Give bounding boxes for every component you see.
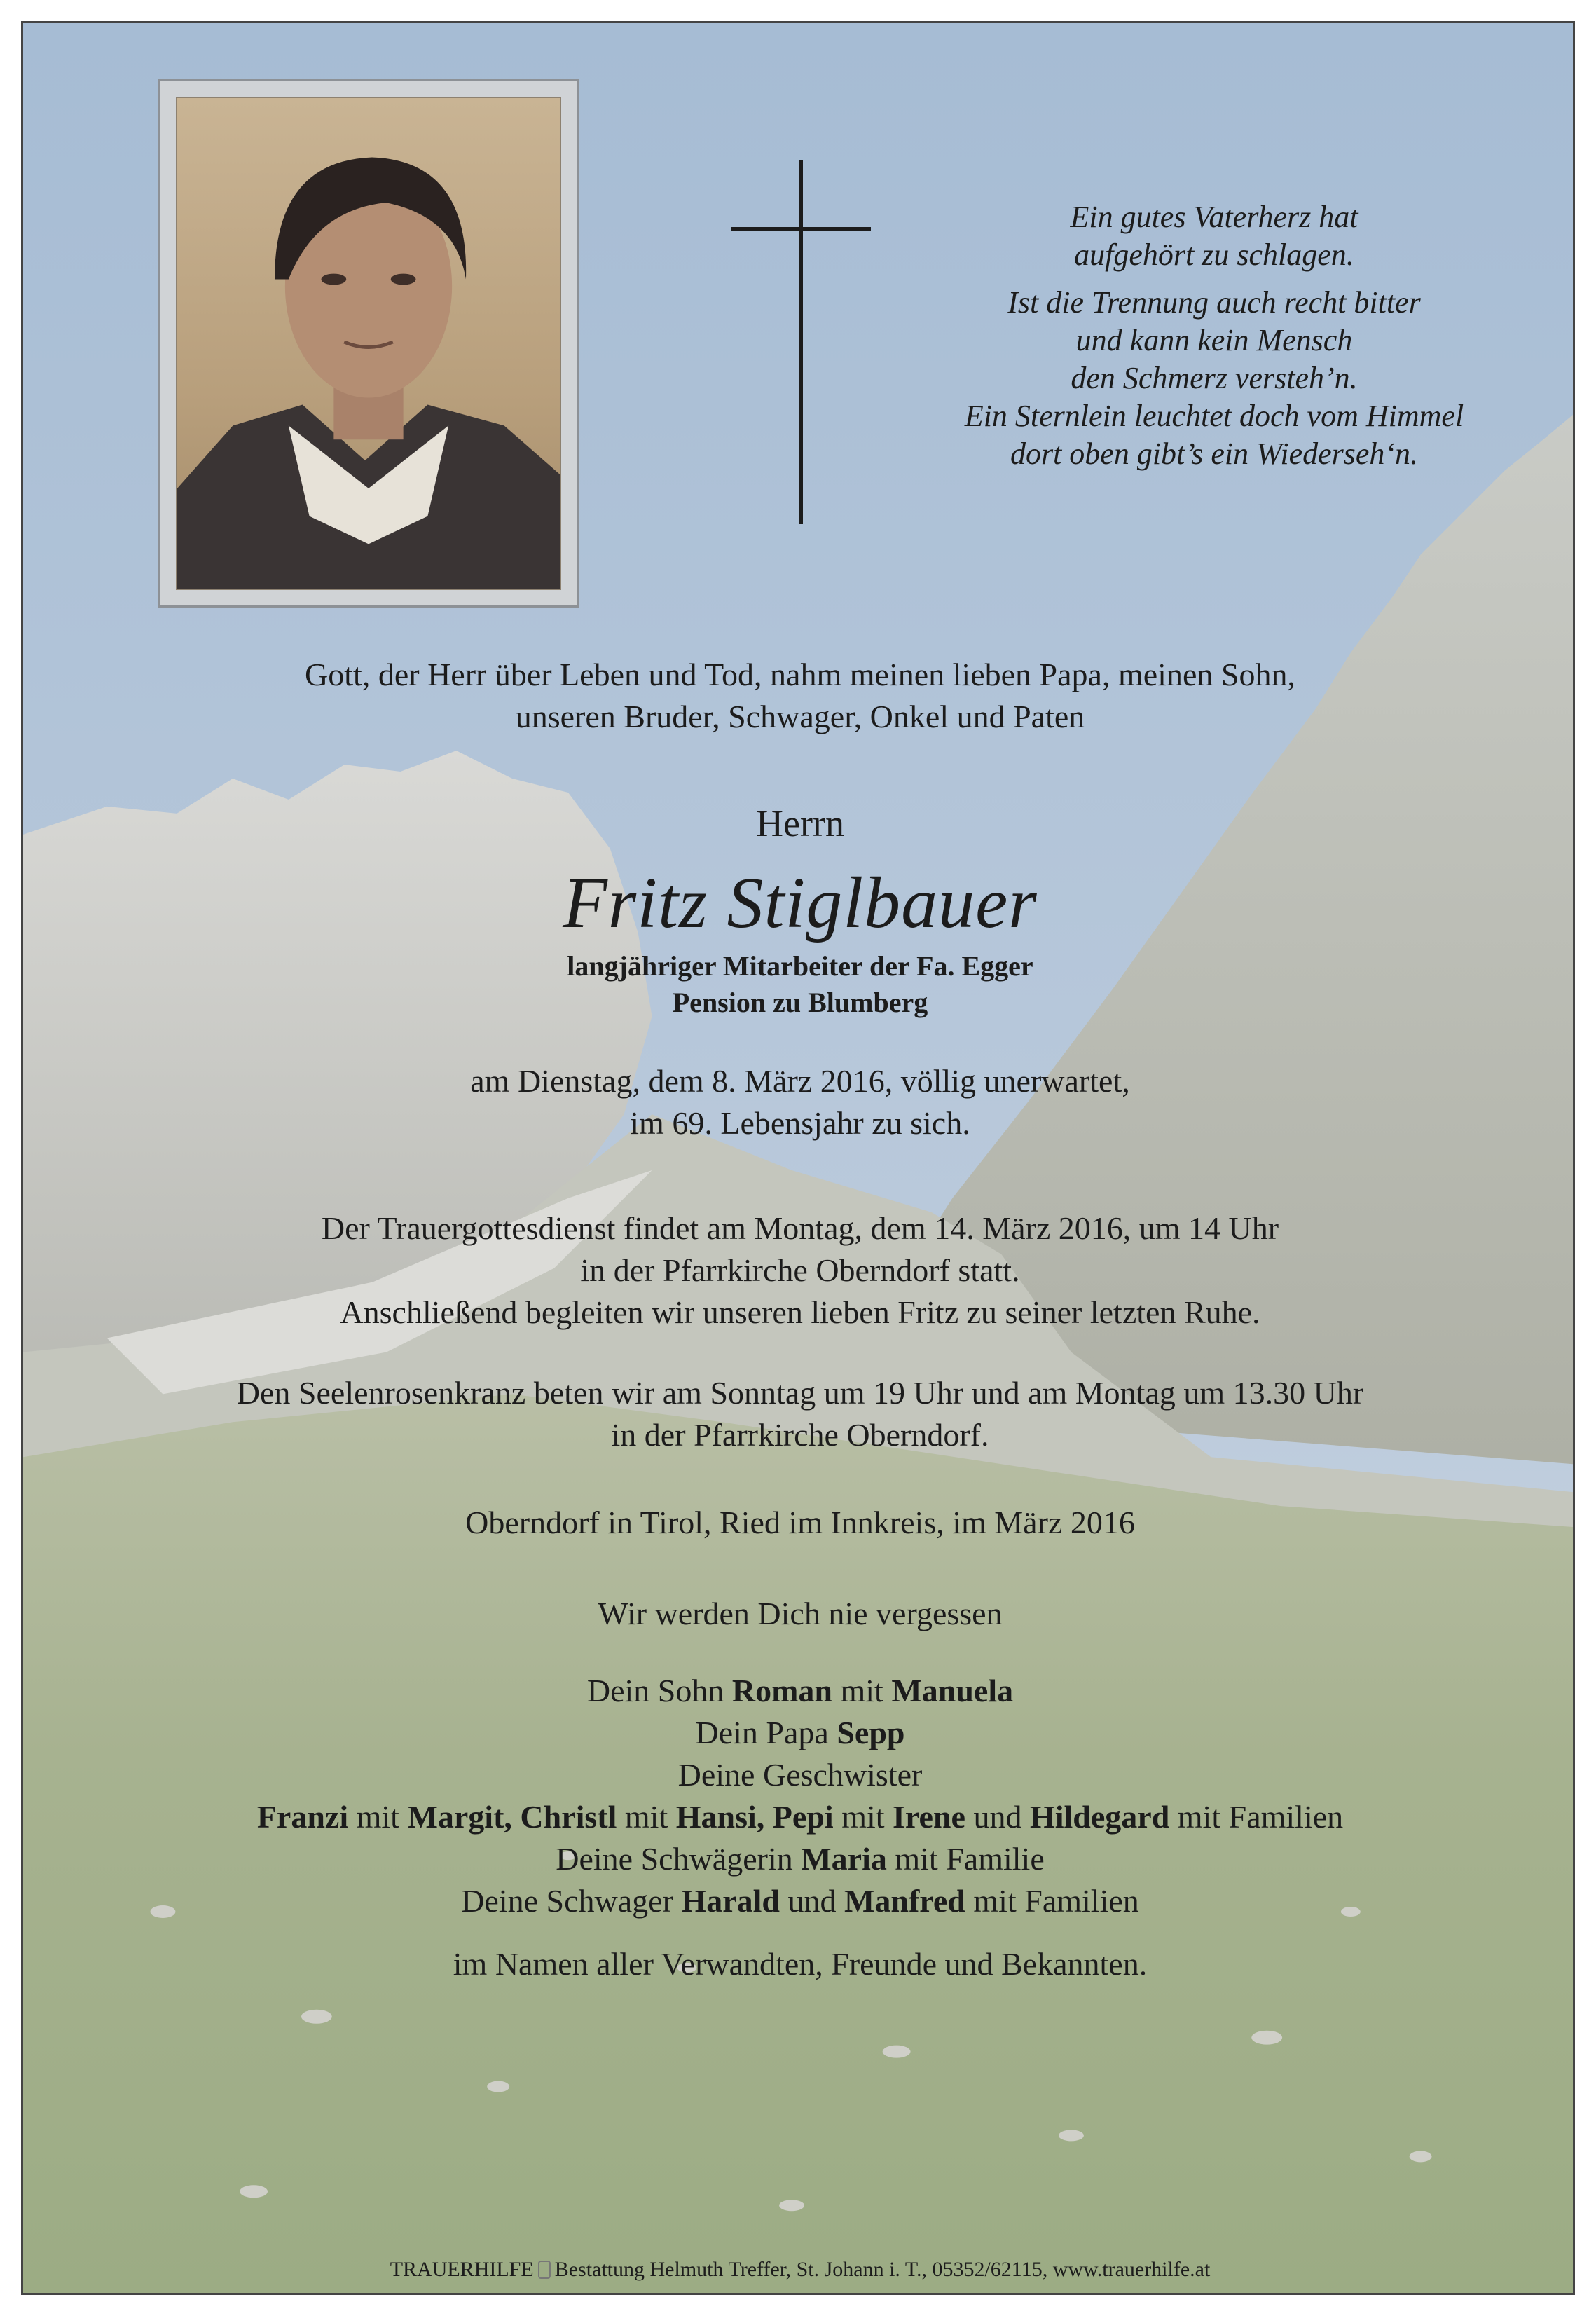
mourner-name: Maria bbox=[801, 1841, 887, 1877]
mourner-name: Franzi bbox=[256, 1799, 349, 1835]
subtitle-line: langjähriger Mitarbeiter der Fa. Egger bbox=[567, 950, 1033, 982]
poem-line: Ein Sternlein leuchtet doch vom Himmel bbox=[964, 399, 1464, 433]
portrait-frame bbox=[158, 79, 579, 608]
rosary-line: Den Seelenrosenkranz beten wir am Sonntag um 19 Uhr und am Montag um 13.30 Uhr bbox=[236, 1375, 1364, 1411]
funeral-line: Der Trauergottesdienst findet am Montag, dem 14. März 2016, um 14 Uhr bbox=[321, 1210, 1279, 1246]
mourner-text: mit bbox=[617, 1799, 676, 1835]
mourner-sister-in-law bbox=[23, 1838, 1575, 1880]
mourner-name: Manuela bbox=[891, 1673, 1014, 1708]
notice-line: am Dienstag, dem 8. März 2016, völlig unerwartet, bbox=[470, 1063, 1130, 1099]
obituary-card bbox=[21, 21, 1575, 2295]
mourner-siblings bbox=[23, 1796, 1575, 1838]
poem-line: dort oben gibt’s ein Wiederseh‘n. bbox=[1010, 437, 1419, 471]
rosary-info bbox=[23, 1372, 1575, 1456]
mourner-text: mit Familie bbox=[886, 1841, 1045, 1877]
poem-line: Ist die Trennung auch recht bitter bbox=[1007, 285, 1421, 320]
closing-line: im Namen aller Verwandten, Freunde und Bekannten. bbox=[453, 1946, 1148, 1982]
mourner-text: mit bbox=[348, 1799, 408, 1835]
mourner-text: Dein Sohn bbox=[586, 1673, 732, 1708]
trauerhilfe-logo-icon bbox=[538, 2261, 551, 2279]
mourner-name: Sepp bbox=[837, 1715, 905, 1750]
deceased-subtitle bbox=[23, 948, 1575, 1021]
deceased-name: Fritz Stiglbauer bbox=[563, 863, 1038, 943]
notice-line: im 69. Lebensjahr zu sich. bbox=[630, 1105, 970, 1141]
mourner-text: und bbox=[779, 1883, 844, 1919]
mourner-son bbox=[23, 1670, 1575, 1712]
death-notice bbox=[23, 1060, 1575, 1144]
mourner-text: mit Familien bbox=[1169, 1799, 1344, 1835]
mourner-siblings-label: Deine Geschwister bbox=[677, 1757, 923, 1793]
mourner-text: und bbox=[965, 1799, 1030, 1835]
funeral-line: in der Pfarrkirche Oberndorf statt. bbox=[580, 1252, 1020, 1288]
mourner-name: Hansi, Pepi bbox=[675, 1799, 834, 1835]
mourner-name: Roman bbox=[731, 1673, 832, 1708]
mourner-name: Harald bbox=[681, 1883, 780, 1919]
poem-line: Ein gutes Vaterherz hat bbox=[1070, 200, 1358, 234]
cross-icon bbox=[731, 160, 871, 524]
funeral-info bbox=[23, 1207, 1575, 1334]
portrait-photo bbox=[176, 97, 561, 590]
place-date: Oberndorf in Tirol, Ried im Innkreis, im März 2016 bbox=[465, 1505, 1135, 1540]
mourner-text: Deine Schwägerin bbox=[556, 1841, 802, 1877]
farewell-line: Wir werden Dich nie vergessen bbox=[598, 1596, 1003, 1631]
intro-line: unseren Bruder, Schwager, Onkel und Paten bbox=[515, 699, 1085, 734]
intro-text bbox=[23, 654, 1575, 738]
funeral-line: Anschließend begleiten wir unseren lieben Fritz zu seiner letzten Ruhe. bbox=[340, 1294, 1260, 1330]
mourner-brothers-in-law bbox=[23, 1880, 1575, 1922]
poem-line: den Schmerz versteh’n. bbox=[1071, 361, 1358, 395]
mourner-text: Deine Schwager bbox=[461, 1883, 682, 1919]
subtitle-line: Pension zu Blumberg bbox=[672, 987, 928, 1018]
intro-line: Gott, der Herr über Leben und Tod, nahm meinen lieben Papa, meinen Sohn, bbox=[305, 657, 1295, 692]
poem-line: aufgehört zu schlagen. bbox=[1074, 238, 1354, 272]
mourner-text: Dein Papa bbox=[695, 1715, 837, 1750]
mourner-father bbox=[23, 1712, 1575, 1754]
mourner-name: Manfred bbox=[844, 1883, 965, 1919]
footer bbox=[23, 2257, 1575, 2282]
mourners-list bbox=[23, 1670, 1575, 1922]
mourner-name: Irene bbox=[893, 1799, 965, 1835]
mourner-text: mit bbox=[833, 1799, 893, 1835]
footer-text: Bestattung Helmuth Treffer, St. Johann i. T., 05352/62115, www.trauerhilfe.at bbox=[554, 2258, 1211, 2281]
footer-brand: TRAUERHILFE bbox=[390, 2258, 534, 2281]
mourner-text: mit Familien bbox=[965, 1883, 1139, 1919]
mourner-name: Hildegard bbox=[1029, 1799, 1170, 1835]
poem bbox=[913, 198, 1515, 473]
rosary-line: in der Pfarrkirche Oberndorf. bbox=[611, 1417, 989, 1453]
poem-line: und kann kein Mensch bbox=[1075, 323, 1353, 357]
mourner-text: mit bbox=[832, 1673, 892, 1708]
mourner-name: Margit, Christl bbox=[407, 1799, 617, 1835]
salutation: Herrn bbox=[756, 802, 844, 844]
